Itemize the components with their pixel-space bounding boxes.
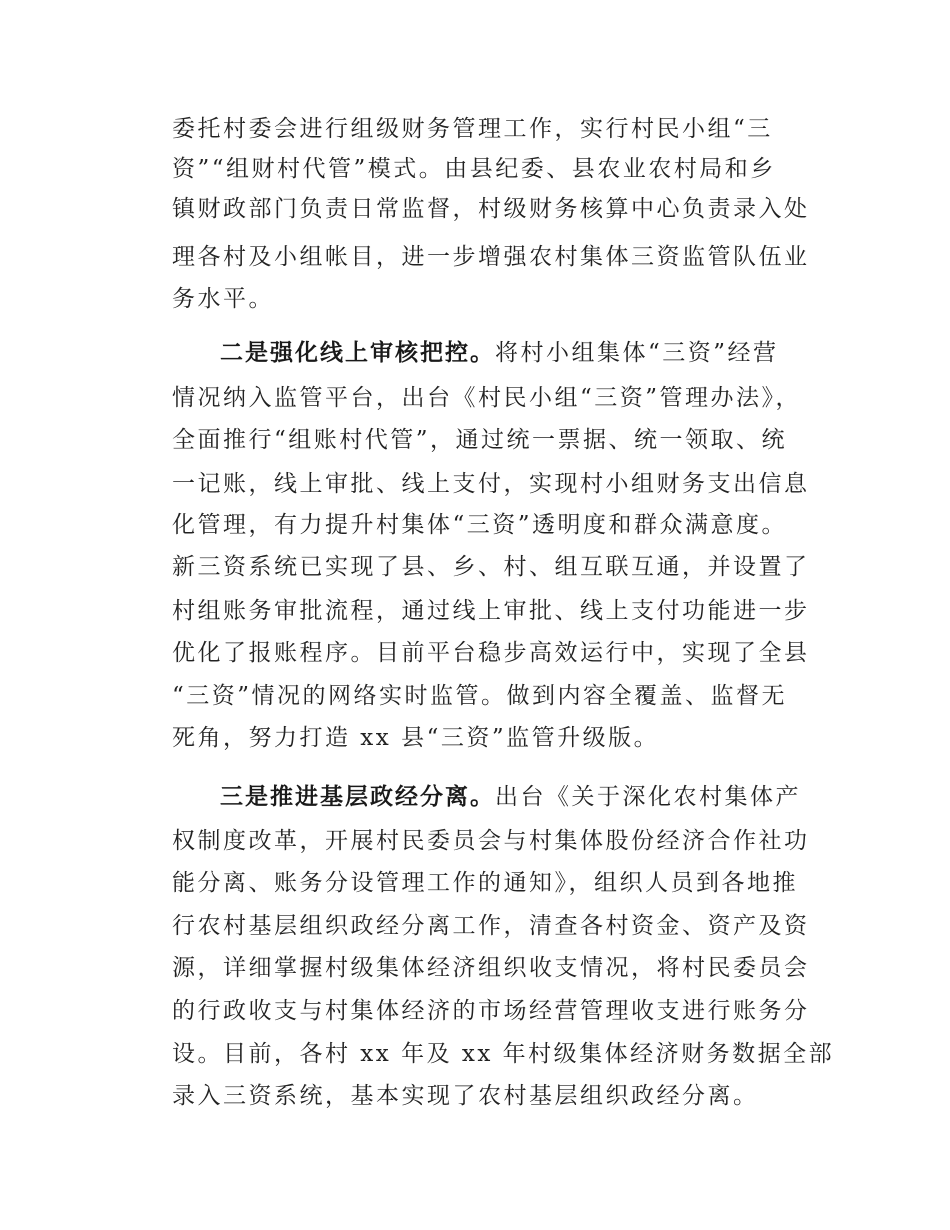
paragraph-2-first-line [220,338,779,368]
paragraph-2-line: 村组账务审批流程，通过线上审批、线上支付功能进一步 [172,598,810,624]
paragraph-1-line: 务水平。 [172,286,274,312]
paragraph-2-line: 新三资系统已实现了县、乡、村、组互联互通，并设置了 [172,554,810,580]
paragraph-3-line: 的行政收支与村集体经济的市场经营管理收支进行账务分 [172,998,810,1024]
paragraph-2-heading: 二是强化线上审核把控。 [220,340,495,366]
paragraph-2-line: 一记账，线上审批、线上支付，实现村小组财务支出信息 [172,471,810,497]
paragraph-3-line: 能分离、账务分设管理工作的通知》，组织人员到各地推 [172,870,798,896]
paragraph-3-line: 权制度改革，开展村民委员会与村集体股份经济合作社功 [172,828,810,854]
paragraph-1-line: 资”“组财村代管”模式。由县纪委、县农业农村局和乡 [172,156,776,182]
paragraph-2-line: 情况纳入监管平台，出台《村民小组“三资”管理办法》， [172,385,802,411]
paragraph-3-line: 源，详细掌握村级集体经济组织收支情况，将村民委员会 [172,955,810,981]
paragraph-2-line: 死角，努力打造 xx 县“三资”监管升级版。 [172,725,660,751]
paragraph-1-line: 委托村委会进行组级财务管理工作，实行村民小组“三 [172,116,773,142]
paragraph-3-heading: 三是推进基层政经分离。 [220,784,495,810]
paragraph-2-first-line-text: 将村小组集体“三资”经营 [495,340,779,366]
paragraph-2-line: “三资”情况的网络实时监管。做到内容全覆盖、监督无 [172,683,788,709]
paragraph-3-first-line [220,782,801,812]
paragraph-3-line: 设。目前，各村 xx 年及 xx 年村级集体经济财务数据全部 [172,1041,835,1067]
paragraph-3-first-line-text: 出台《关于深化农村集体产 [495,784,801,810]
paragraph-1-line: 镇财政部门负责日常监督，村级财务核算中心负责录入处 [172,196,810,222]
paragraph-2-line: 化管理，有力提升村集体“三资”透明度和群众满意度。 [172,512,788,538]
paragraph-1-line: 理各村及小组帐目，进一步增强农村集体三资监管队伍业 [172,244,810,270]
paragraph-3-line: 行农村基层组织政经分离工作，清查各村资金、资产及资 [172,913,810,939]
paragraph-2-line: 优化了报账程序。目前平台稳步高效运行中，实现了全县 [172,640,810,666]
paragraph-2-line: 全面推行“组账村代管”，通过统一票据、统一领取、统 [172,427,788,453]
paragraph-3-line: 录入三资系统，基本实现了农村基层组织政经分离。 [172,1083,759,1109]
